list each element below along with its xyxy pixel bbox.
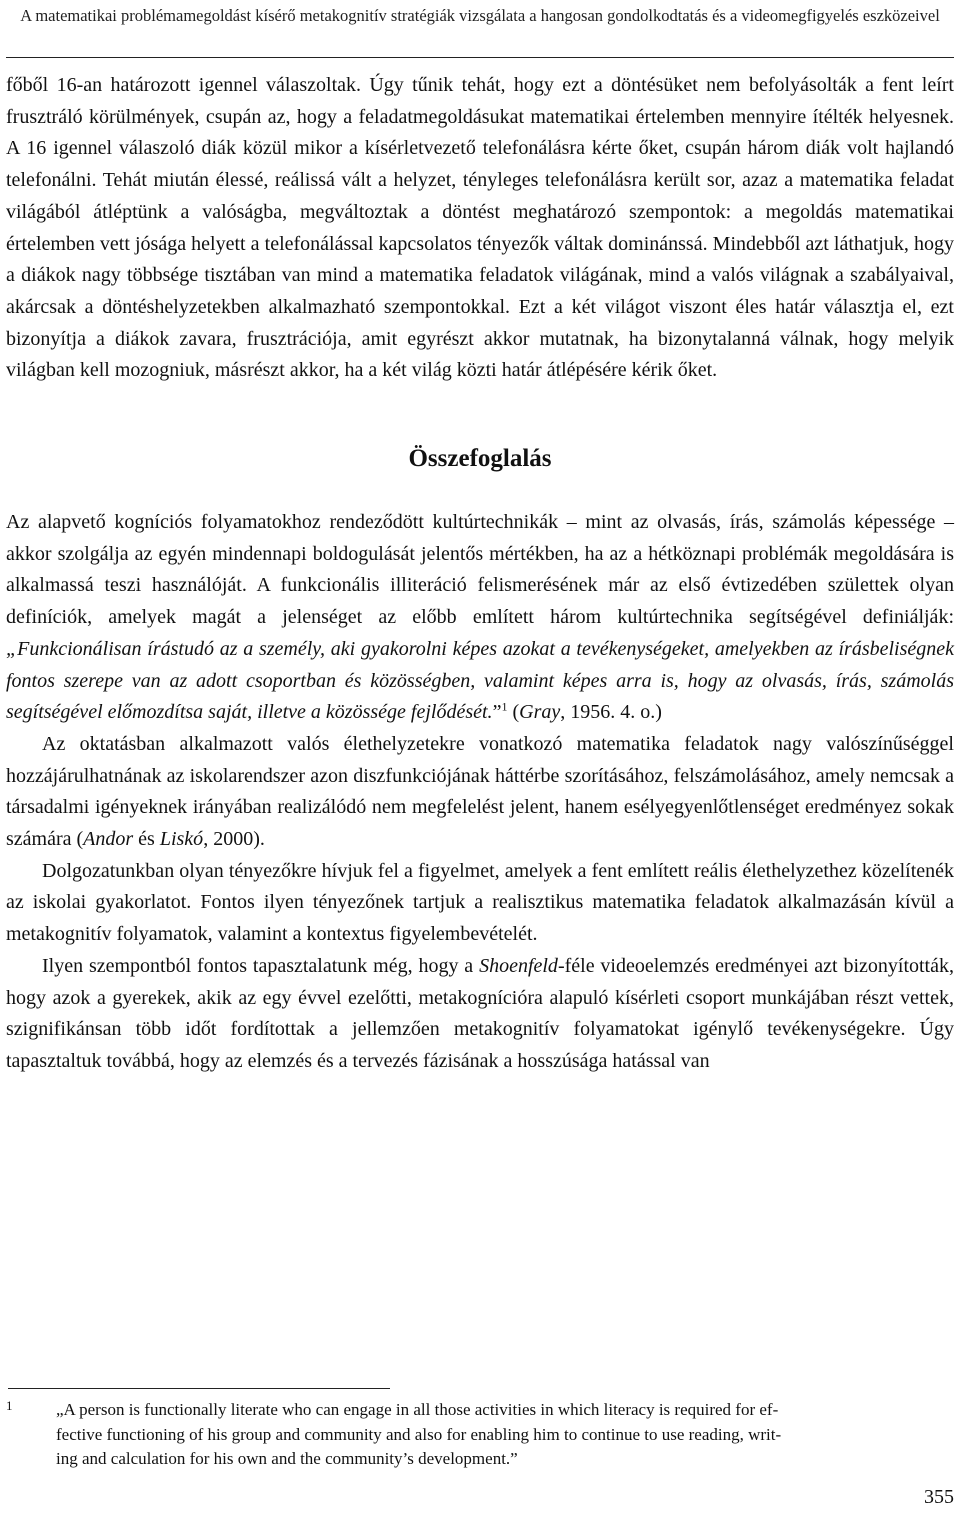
citation-author: Liskó — [159, 828, 204, 851]
page-number: 355 — [924, 1486, 954, 1508]
section-title: Összefoglalás — [408, 445, 552, 473]
definition-quote: „Funkcionálisan írástudó az a személy, aki gyakorolni képes azokat a tevékenységeket, amelyekben az írásbeliségnek fontos szerepe van az adott csoportban és közösségben, valamint képes arra is, hogy az olvasás, írás, számolás segítségével előmozdítsa saját, illetve a közössége fejlődését. — [6, 637, 954, 724]
citation-author: Andor — [83, 828, 134, 851]
footnote-number: 1 — [6, 1398, 13, 1413]
running-header: A matematikai problémamegoldást kísérő metakognitív stratégiák vizsgálata a hangosan gondolkodtatás és a videomegfigyelés eszközeivel — [20, 6, 940, 25]
summary-paragraph-3: Dolgozatunkban olyan tényezőkre hívjuk fel a figyelmet, amelyek a fent említett reális élethelyzethez közelítenék az iskolai gyakorlatot. Fontos ilyen tényezőnek tartjuk a realisztikus matematika feladatok alkalmazásán kívül a metakognitív folyamatok, valamint a kontextus figyelembevételét. — [6, 859, 954, 946]
summary-paragraph-4: Ilyen szempontból fontos tapasztalatunk még, hogy a Shoenfeld-féle videoelemzés eredményei azt bizonyították, hogy azok a gyerekek, akik az egy évvel ezelőtti, metakognícióra alapuló kísérleti csoport munkájában részt vettek, szignifikánsan több időt fordítottak a jellemzően metakognitív folyamatokat igénylő tevékenységekre. Úgy tapasztaltuk továbbá, hogy az elemzés és a tervezés fázisának a hosszúsága hatással van — [6, 954, 954, 1072]
citation-author: Shoenfeld — [479, 954, 558, 977]
footnote-rule — [8, 1388, 390, 1389]
citation-author: Gray — [519, 701, 561, 724]
footnote-reference[interactable]: 1 — [501, 699, 508, 714]
body-paragraph-1: főből 16-an határozott igennel válaszoltak. Úgy tűnik tehát, hogy ezt a döntésüket nem befolyásolták a fent leírt frusztráló körülmények, csupán az, hogy a feladatmegoldásukat matematikai értelemben mennyire ítélték helyesnek. A 16 igennel válaszoló diák közül mikor a kísérletvezető telefonálásra kérte őket, csupán három diák volt hajlandó telefonálni. Tehát miután élessé, reálissá vált a helyzet, tényleges telefonálásra került sor, azaz a matematika feladat világából átléptünk a valóságba, megváltoztak a döntést meghatározó szempontok: a megoldás matematikai értelemben vett jósága helyett a telefonálással kapcsolatos tényezők váltak dominánssá. Mindebből azt láthatjuk, hogy a diákok nagy többsége tisztában van mind a matematika feladatok világának, mind a valós világnak a szabályaival, akárcsak a döntéshelyzetekben alkalmazható szempontokkal. Ezt a két világot viszont éles határ választja el, ezt bizonyítja a diákok zavara, frusztrációja, amit egyrészt akkor mutatnak, ha bizonytalanná válnak, hogy melyik világban kell mozogniuk, másrészt akkor, ha a két világ közti határ átlépésére kérik őket. — [6, 74, 954, 382]
header-rule — [6, 57, 954, 58]
summary-paragraph-1: Az alapvető kogníciós folyamatokhoz rendeződött kultúrtechnikák – mint az olvasás, írás, számolás képessége – akkor szolgálja az egyén mindennapi boldogulását jelentős mértékben, ha az a hétköznapi problémák megoldására is alkalmassá teszi használóját. A funkcionális illiteráció felismerésének már az első évtizedében születtek olyan definíciók, amelyek magát a jelenséget az előbb említett három kultúrtechnika segítségével definiálják: „Funkcionálisan írástudó az a személy, aki gyakorolni képes azokat a tevékenységeket, amelyekben az írásbeliségnek fontos szerepe van az adott csoportban és közösségben, valamint képes arra is, hogy az olvasás, írás, számolás segítségével előmozdítsa saját, illetve a közössége fejlődését.”$^1$ (Gray, 1956. 4. o.) — [6, 511, 954, 724]
footnote-text: „A person is functionally literate who can engage in all those activities in which literacy is required for ef- fective functioning of his group and community and also for enabling him to continue to use reading, writ- ing and calculation for his own and the community’s development.” — [56, 1400, 782, 1468]
footnote — [8, 1398, 952, 1472]
summary-paragraph-2: Az oktatásban alkalmazott valós élethelyzetekre vonatkozó matematika feladatok nagy valószínűséggel hozzájárulhatnának az iskolarendszer azon diszfunkciójának háttérbe szorításához, felszámolásához, amely nemcsak a társadalmi igényeknek irányában realizálódó nem megfelelést jelent, hanem esélyegyenlőtlenséget eredményez sokak számára (Andor és Liskó, 2000). — [6, 732, 954, 851]
body-text — [6, 70, 954, 1078]
